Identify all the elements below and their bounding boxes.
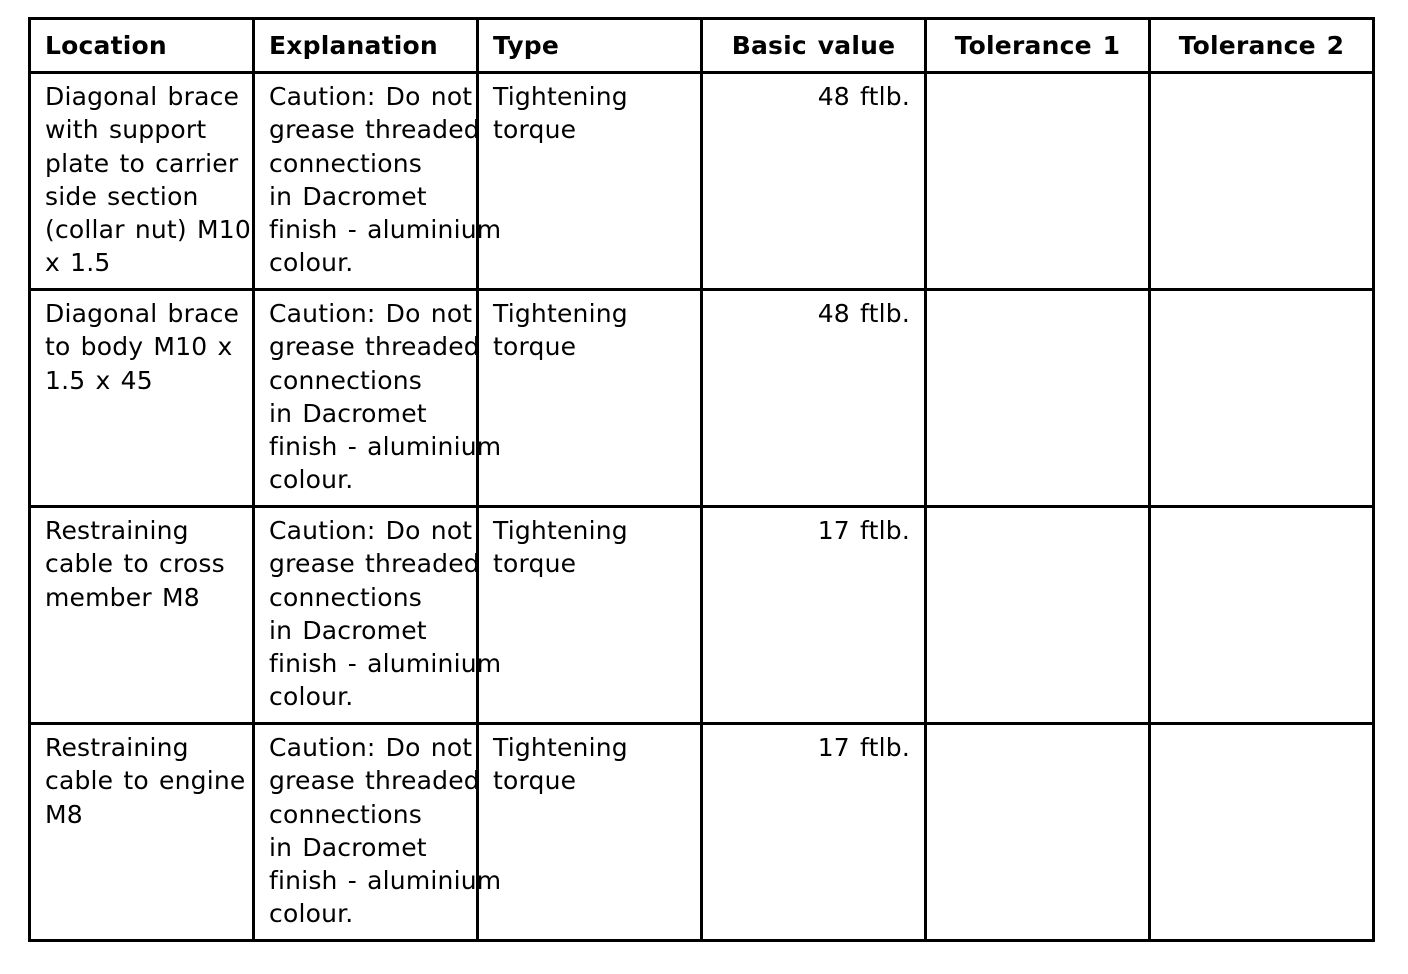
torque-spec-table xyxy=(28,17,1375,942)
cell-text-line: colour. xyxy=(269,682,354,712)
cell-text-line: plate to carrier xyxy=(45,148,239,178)
header-basic-value: Basic value xyxy=(702,19,926,73)
table-row xyxy=(30,290,1374,507)
cell-basic-value: 48 ftlb. xyxy=(702,290,926,507)
cell-tolerance-2 xyxy=(1150,73,1374,290)
cell-text-line: (collar nut) M10 xyxy=(45,215,252,245)
cell-text-line: x 1.5 xyxy=(45,248,111,278)
cell-text-line: Tightening xyxy=(493,82,628,111)
cell-text-line: connections xyxy=(269,582,422,612)
table-row xyxy=(30,724,1374,941)
cell-text-line: to body M10 x xyxy=(45,332,233,362)
cell-text-line: finish - aluminium xyxy=(269,432,502,462)
cell-basic-value: 17 ftlb. xyxy=(702,724,926,941)
cell-text-line: grease threaded xyxy=(269,332,480,362)
cell-type xyxy=(478,724,702,941)
cell-tolerance-1 xyxy=(926,724,1150,941)
header-location: Location xyxy=(30,19,254,73)
table-header-row xyxy=(30,19,1374,73)
header-tolerance-1: Tolerance 1 xyxy=(926,19,1150,73)
cell-type xyxy=(478,73,702,290)
cell-text-line: finish - aluminium xyxy=(269,649,502,679)
cell-text-line: grease threaded xyxy=(269,115,480,145)
header-explanation: Explanation xyxy=(254,19,478,73)
cell-text-line: 1.5 x 45 xyxy=(45,365,153,395)
cell-text-line: torque xyxy=(493,115,577,145)
cell-text-line: connections xyxy=(269,365,422,395)
cell-text-line: in Dacromet xyxy=(269,181,427,211)
cell-text-line: connections xyxy=(269,148,422,178)
cell-type xyxy=(478,290,702,507)
cell-text-line: grease threaded xyxy=(269,549,480,579)
cell-text-line: finish - aluminium xyxy=(269,215,502,245)
cell-text-line: Caution: Do not xyxy=(269,733,473,762)
cell-basic-value: 48 ftlb. xyxy=(702,73,926,290)
cell-location xyxy=(30,290,254,507)
cell-type xyxy=(478,507,702,724)
cell-text-line: Caution: Do not xyxy=(269,299,473,328)
cell-text-line: colour. xyxy=(269,899,354,929)
cell-text-line: Restraining xyxy=(45,516,189,545)
cell-explanation xyxy=(254,724,502,941)
cell-text-line: side section xyxy=(45,181,199,211)
cell-explanation xyxy=(254,73,502,290)
cell-text-line: member M8 xyxy=(45,582,200,612)
cell-text-line: M8 xyxy=(45,799,83,829)
cell-tolerance-1 xyxy=(926,290,1150,507)
cell-text-line: Caution: Do not xyxy=(269,516,473,545)
cell-location xyxy=(30,507,254,724)
cell-tolerance-2 xyxy=(1150,724,1374,941)
header-type: Type xyxy=(478,19,702,73)
cell-text-line: with support xyxy=(45,115,207,145)
cell-text-line: cable to cross xyxy=(45,549,225,579)
cell-text-line: cable to engine xyxy=(45,766,246,796)
cell-text-line: in Dacromet xyxy=(269,615,427,645)
cell-explanation xyxy=(254,290,502,507)
cell-text-line: grease threaded xyxy=(269,766,480,796)
cell-text-line: in Dacromet xyxy=(269,832,427,862)
cell-location xyxy=(30,73,254,290)
cell-text-line: torque xyxy=(493,332,577,362)
cell-text-line: Tightening xyxy=(493,516,628,545)
cell-text-line: Diagonal brace xyxy=(45,82,240,111)
cell-tolerance-2 xyxy=(1150,290,1374,507)
cell-text-line: Tightening xyxy=(493,733,628,762)
cell-tolerance-2 xyxy=(1150,507,1374,724)
cell-text-line: Tightening xyxy=(493,299,628,328)
cell-text-line: Diagonal brace xyxy=(45,299,240,328)
cell-text-line: finish - aluminium xyxy=(269,866,502,896)
cell-text-line: colour. xyxy=(269,465,354,495)
cell-text-line: colour. xyxy=(269,248,354,278)
cell-text-line: Caution: Do not xyxy=(269,82,473,111)
cell-text-line: torque xyxy=(493,549,577,579)
cell-tolerance-1 xyxy=(926,507,1150,724)
cell-tolerance-1 xyxy=(926,73,1150,290)
cell-text-line: connections xyxy=(269,799,422,829)
cell-basic-value: 17 ftlb. xyxy=(702,507,926,724)
header-tolerance-2: Tolerance 2 xyxy=(1150,19,1374,73)
table-row xyxy=(30,73,1374,290)
cell-explanation xyxy=(254,507,502,724)
cell-location xyxy=(30,724,254,941)
cell-text-line: Restraining xyxy=(45,733,189,762)
cell-text-line: in Dacromet xyxy=(269,398,427,428)
table-row xyxy=(30,507,1374,724)
cell-text-line: torque xyxy=(493,766,577,796)
